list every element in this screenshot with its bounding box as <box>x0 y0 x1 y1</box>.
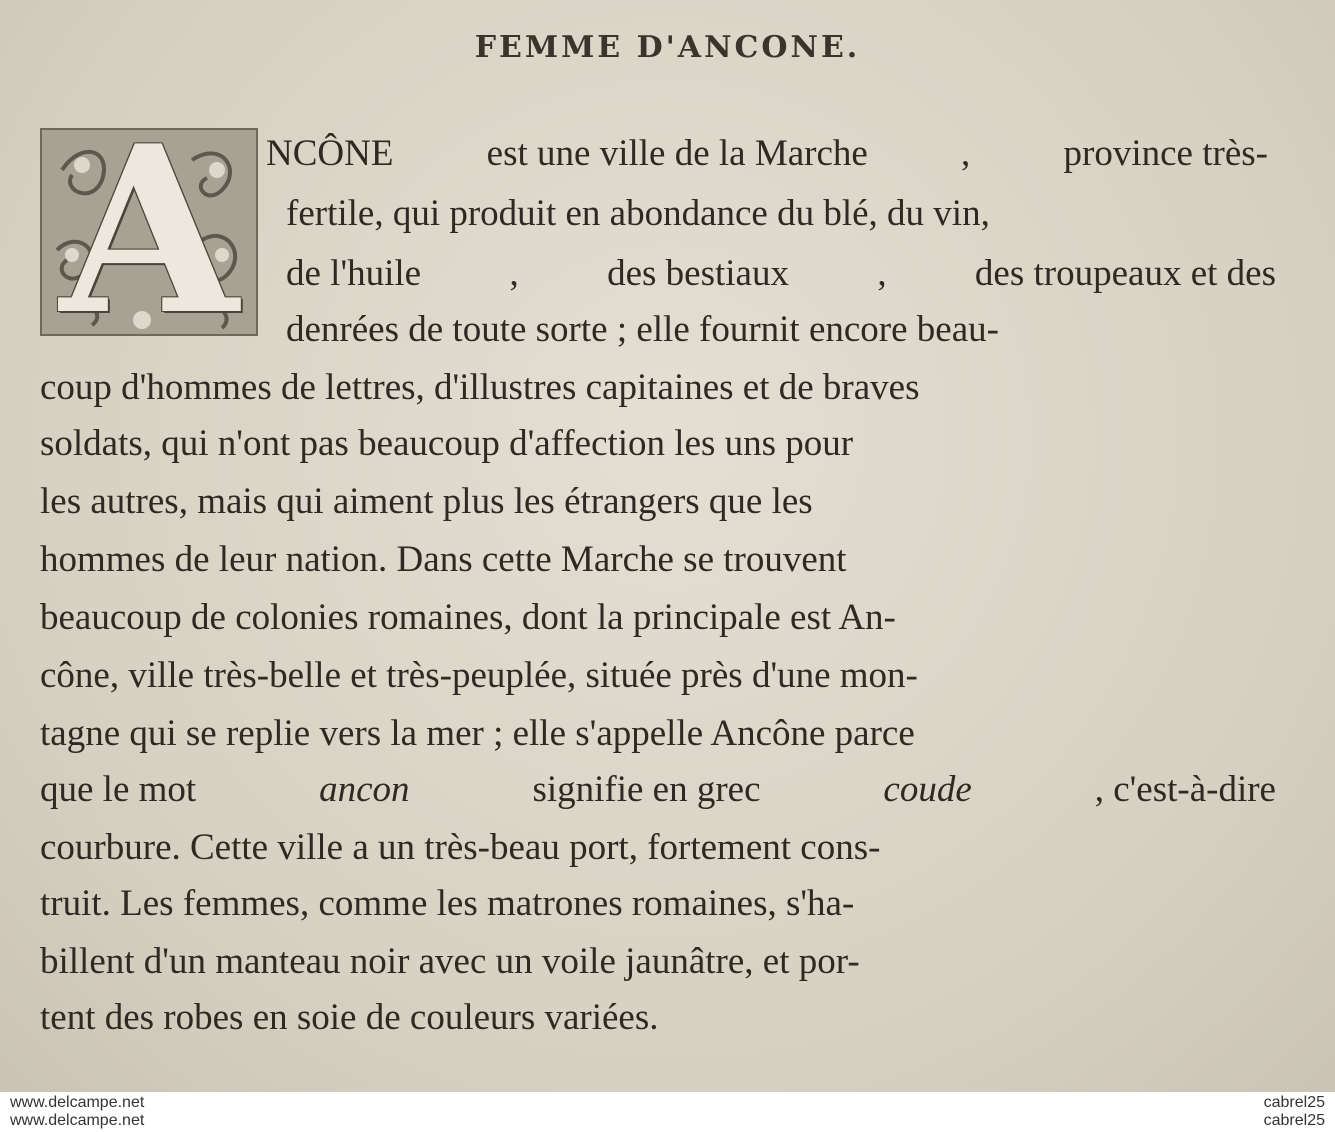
text-line-2 <box>286 186 1276 242</box>
text-fragment: soldats, qui n'ont pas beaucoup d'affection les uns pour <box>40 423 854 464</box>
drop-cap-letter: A <box>59 128 239 336</box>
text-fragment: cône, ville très-belle et très-peuplée, située près d'une mon- <box>40 655 918 696</box>
text-fragment: hommes de leur nation. Dans cette Marche se trouvent <box>40 539 847 580</box>
text-fragment: tagne qui se replie vers la mer ; elle s'appelle Ancône parce <box>40 713 915 754</box>
text-line-3 <box>286 246 1276 302</box>
text-fragment: , c'est-à-dire <box>1094 769 1276 810</box>
footer-right <box>1264 1094 1325 1130</box>
text-fragment: des troupeaux et des <box>974 253 1276 294</box>
text-fragment: de l'huile <box>286 253 422 294</box>
seller-name: cabrel25 <box>1263 1094 1325 1111</box>
text-line-8 <box>40 532 1276 588</box>
text-line-4 <box>286 302 1276 358</box>
text-fragment: fertile, qui produit en abondance du blé, du vin, <box>286 193 990 234</box>
page-title: FEMME D'ANCONE. <box>474 30 861 65</box>
text-fragment: beaucoup de colonies romaines, dont la principale est An- <box>40 597 896 638</box>
text-line-10 <box>40 648 1276 704</box>
text-line-6 <box>40 416 1276 472</box>
seller-name: cabrel25 <box>1263 1112 1325 1129</box>
text-fragment: , <box>877 253 887 294</box>
text-fragment: coup d'hommes de lettres, d'illustres capitaines et de braves <box>40 367 920 408</box>
text-fragment: , <box>509 253 519 294</box>
text-fragment-italic: coude <box>883 769 972 810</box>
text-line-5 <box>40 360 1276 416</box>
text-fragment-italic: ancon <box>319 769 410 810</box>
text-line-9 <box>40 590 1276 646</box>
text-fragment: courbure. Cette ville a un très-beau port, fortement cons- <box>40 827 881 868</box>
text-fragment: est une ville de la Marche <box>486 133 868 174</box>
text-line-13 <box>40 820 1276 876</box>
text-line-7 <box>40 474 1276 530</box>
text-line-12 <box>40 762 1276 818</box>
text-fragment: NCÔNE <box>266 133 394 174</box>
text-line-16 <box>40 990 1276 1046</box>
text-line-15 <box>40 934 1276 990</box>
watermark-url: www.delcampe.net <box>10 1094 145 1111</box>
text-fragment: des bestiaux <box>607 253 789 294</box>
watermark-url: www.delcampe.net <box>10 1112 145 1129</box>
text-fragment: signifie en grec <box>532 769 761 810</box>
text-fragment: , <box>961 133 971 174</box>
text-fragment: denrées de toute sorte ; elle fournit encore beau- <box>286 309 999 350</box>
text-line-14 <box>40 876 1276 932</box>
text-line-11 <box>40 706 1276 762</box>
text-fragment: province très- <box>1063 133 1268 174</box>
text-fragment: les autres, mais qui aiment plus les étrangers que les <box>40 481 813 522</box>
text-fragment: tent des robes en soie de couleurs variées. <box>40 997 659 1038</box>
text-fragment: truit. Les femmes, comme les matrones romaines, s'ha- <box>40 883 855 924</box>
watermark-footer <box>0 1092 1335 1132</box>
text-line-1 <box>266 126 1268 182</box>
text-fragment: billent d'un manteau noir avec un voile jaunâtre, et por- <box>40 941 860 982</box>
text-fragment: que le mot <box>40 769 197 810</box>
ornate-drop-cap <box>40 128 258 336</box>
footer-left <box>10 1094 144 1130</box>
